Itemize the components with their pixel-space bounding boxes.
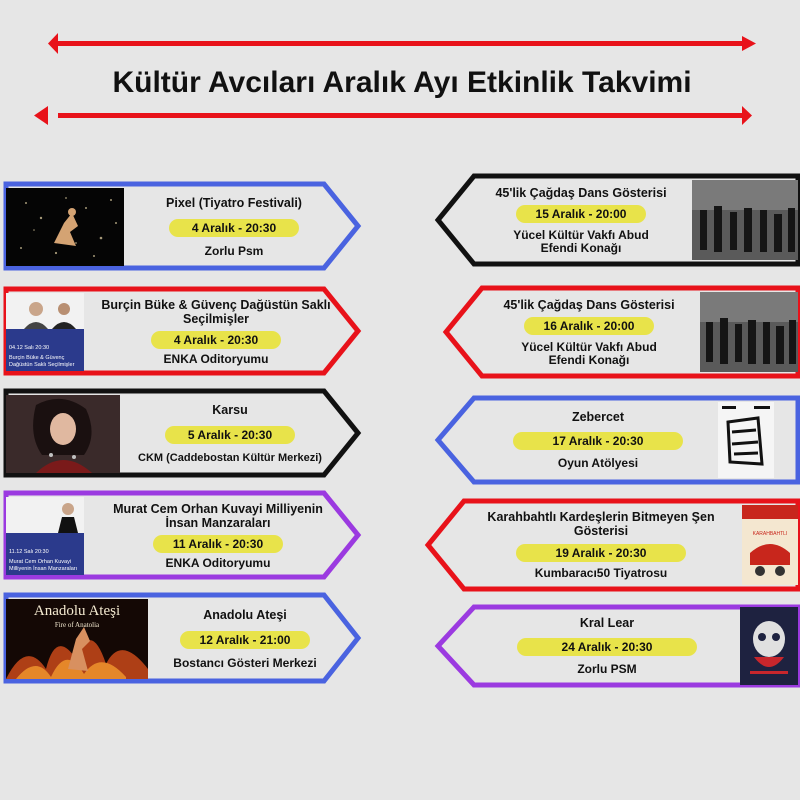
event-venue: Zorlu PSM [577,661,637,676]
event-info [482,402,714,478]
page-title: Kültür Avcıları Aralık Ayı Etkinlik Takvimi [112,66,692,99]
event-card-pixel[interactable] [4,180,360,272]
event-date-pill: 4 Aralık - 20:30 [169,219,299,237]
event-date-pill: 15 Aralık - 20:00 [516,205,646,223]
event-card-cagdas-dans-15[interactable] [436,172,800,268]
event-name: Karahbahtlı Kardeşlerin Bitmeyen Şen Gösterisi [487,510,715,539]
event-info [96,293,336,371]
thumb-caption: Murat Cem Orhan Kuvayi Milliyenin İnsan Manzaraları [9,559,78,572]
event-info [134,188,334,266]
dancers-group-image [700,292,798,372]
event-info [126,395,334,473]
event-date-pill: 5 Aralık - 20:30 [165,426,295,444]
event-name: Kral Lear [579,616,635,631]
zebercet-poster-image [718,402,774,478]
event-info [480,292,698,372]
event-venue: Kumbaracı50 Tiyatrosu [534,565,668,580]
event-date-pill: 24 Aralık - 20:30 [517,638,697,656]
event-card-kral-lear[interactable] [436,603,800,689]
event-card-murat-cem-orhan[interactable] [4,489,360,581]
event-date-pill: 12 Aralık - 21:00 [180,631,310,649]
circus-poster-image [742,505,798,585]
performers-portrait-image [6,293,84,371]
event-card-anadolu-atesi[interactable] [4,591,360,685]
thumb-date: 04.12 Salı 20:30 [9,344,50,351]
event-venue: CKM (Caddebostan Kültür Merkezi) [138,451,322,464]
event-date-pill: 17 Aralık - 20:30 [513,432,683,450]
dancers-group-image [692,180,798,260]
svg-text:KARAHBAHTLI: KARAHBAHTLI [752,531,788,537]
thumb-caption: Burçin Büke & Güvenç Dağüstün Saklı Seçilmişler [9,355,75,368]
header-banner [0,0,800,150]
event-info [478,609,736,683]
event-date-pill: 19 Aralık - 20:30 [516,544,686,562]
skull-poster-image [740,607,798,685]
event-card-karsu[interactable] [4,387,360,479]
event-venue: ENKA Oditoryumu [163,352,269,367]
event-name: Murat Cem Orhan Kuvayi Milliyenin İnsan Manzaraları [113,501,323,530]
event-venue: Zorlu Psm [204,243,264,258]
event-info [476,180,686,260]
event-name: 45'lik Çağdaş Dans Gösterisi [503,297,675,312]
event-info [154,599,336,679]
event-info [464,505,738,585]
bottom-arrow-line [34,106,752,125]
event-venue: Oyun Atölyesi [557,456,639,471]
thumb-date: 11.12 Salı 20:30 [9,548,49,555]
event-name: Karsu [212,403,248,418]
dancer-particles-image [6,188,124,266]
event-card-zebercet[interactable] [436,394,800,486]
event-name: Anadolu Ateşi [203,607,287,622]
event-venue: Yücel Kültür Vakfı Abud Efendi Konağı [521,339,657,367]
event-venue: Bostancı Gösteri Merkezi [173,656,317,671]
event-info [100,497,336,575]
event-card-sakli-secilmisler[interactable] [4,285,360,377]
event-card-cagdas-dans-16[interactable] [444,284,800,380]
top-arrow-line [48,33,756,54]
event-date-pill: 4 Aralık - 20:30 [151,331,281,349]
event-venue: ENKA Oditoryumu [165,556,271,571]
singer-portrait-image [6,395,120,473]
thumb-title: Anadolu Ateşi [33,603,121,619]
event-name: Pixel (Tiyatro Festivali) [166,196,302,211]
event-name: Zebercet [571,409,625,424]
event-date-pill: 16 Aralık - 20:00 [524,317,654,335]
performer-portrait-image [6,497,84,575]
event-date-pill: 11 Aralık - 20:30 [153,535,283,553]
event-card-karahbahtli[interactable] [426,497,800,593]
event-name: 45'lik Çağdaş Dans Gösterisi [495,185,667,200]
event-name: Burçin Büke & Güvenç Dağüstün Saklı Seçilmişler [101,297,331,326]
thumb-subtitle: Fire of Anatolia [54,621,100,629]
fire-dancer-image [6,599,148,679]
event-venue: Yücel Kültür Vakfı Abud Efendi Konağı [513,227,649,255]
